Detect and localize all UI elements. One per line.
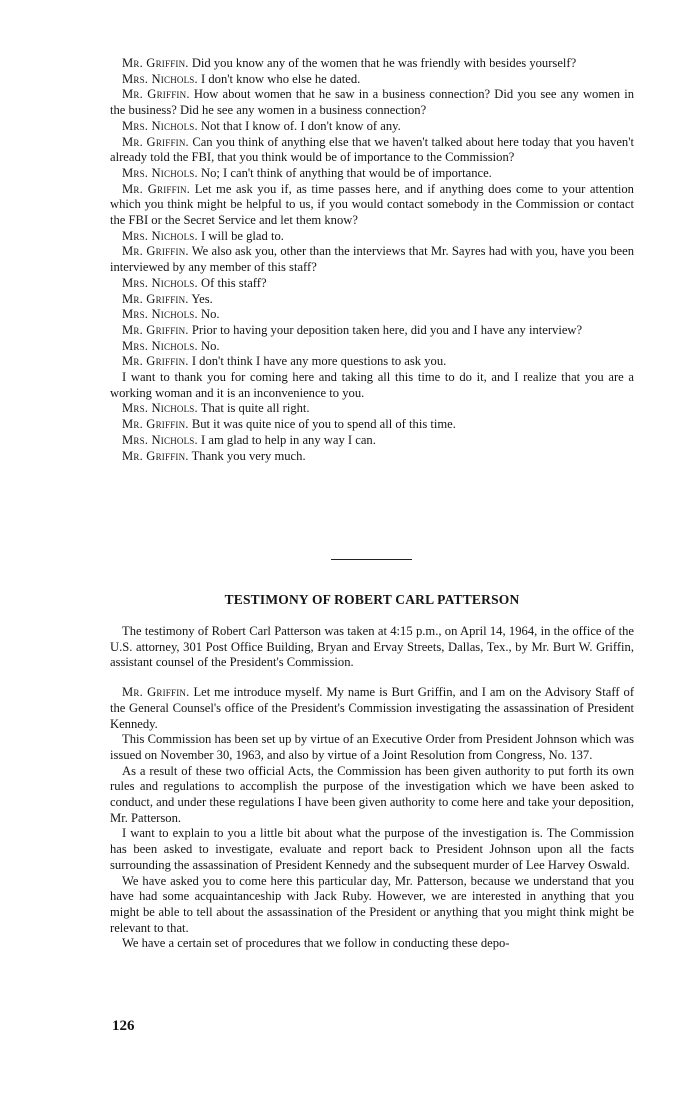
speaker-name: Mr. Griffin. [122, 417, 189, 432]
speaker-name: Mr. Griffin. [122, 448, 189, 463]
transcript-paragraph [110, 417, 634, 433]
transcript-paragraph [110, 339, 634, 355]
page-number: 126 [112, 1018, 135, 1034]
paragraph-text: Did you know any of the women that he was friendly with besides yourself? [191, 56, 577, 70]
speaker-name: Mr. Griffin. [122, 354, 189, 369]
transcript-paragraph [110, 732, 634, 763]
paragraph-text: I want to thank you for coming here and taking all this time to do it, and I realize that you are a working woman and it is an inconvenience to you. [110, 370, 634, 400]
transcript-block-lower [110, 624, 634, 952]
paragraph-text: This Commission has been set up by virtue of an Executive Order from President Johnson which was issued on November 30, 1963, and also by virtue of a Joint Resolution from Congress, No. 137. [110, 732, 634, 762]
speaker-name: Mr. Griffin. [122, 685, 190, 700]
speaker-name: Mr. Griffin. [122, 134, 189, 149]
transcript-paragraph [110, 244, 634, 275]
transcript-paragraph [110, 874, 634, 937]
paragraph-text: We have asked you to come here this particular day, Mr. Patterson, because we understand that you have had some acquaintanceship with Jack Ruby. However, we are interested in anything that you might be able to tell about the assassination of the President or anything that you might think might be relevant to that. [110, 873, 634, 935]
speaker-name: Mrs. Nichols. [122, 118, 198, 133]
paragraph-text: How about women that he saw in a business connection? Did you see any women in the business? Did he see any women in a business connection? [110, 87, 634, 118]
transcript-paragraph [110, 764, 634, 827]
speaker-name: Mr. Griffin. [122, 87, 190, 102]
transcript-paragraph [110, 323, 634, 339]
speaker-name: Mrs. Nichols. [122, 71, 198, 86]
paragraph-text: No. [201, 338, 220, 353]
speaker-name: Mr. Griffin. [122, 56, 189, 70]
speaker-name: Mr. Griffin. [122, 322, 189, 337]
transcript-block-upper [110, 56, 634, 464]
transcript-paragraph [110, 229, 634, 245]
paragraph-text: I want to explain to you a little bit about what the purpose of the investigation is. The Commission has been asked to investigate, evaluate and report back to President Johnson upon all the facts surrounding the assassination of President Kennedy and the subsequent murder of Lee Harvey Oswald. [110, 826, 634, 872]
transcript-paragraph [110, 449, 634, 465]
speaker-name: Mr. Griffin. [122, 181, 191, 196]
section-divider [331, 559, 412, 560]
transcript-paragraph [110, 370, 634, 401]
transcript-paragraph [110, 292, 634, 308]
paragraph-text: I don't know who else he dated. [201, 71, 361, 86]
paragraph-text: I will be glad to. [201, 228, 284, 243]
transcript-paragraph [110, 826, 634, 873]
paragraph-text: But it was quite nice of you to spend all of this time. [191, 417, 456, 432]
paragraph-text: Thank you very much. [191, 448, 306, 463]
speaker-name: Mrs. Nichols. [122, 165, 198, 180]
speaker-name: Mrs. Nichols. [122, 338, 198, 353]
speaker-name: Mr. Griffin. [122, 244, 189, 259]
paragraph-text: Prior to having your deposition taken here, did you and I have any interview? [191, 322, 583, 337]
transcript-paragraph [110, 401, 634, 417]
paragraph-text: Let me introduce myself. My name is Burt Griffin, and I am on the Advisory Staff of the General Counsel's office of the President's Commission investigating the assassination of President Kennedy. [110, 685, 635, 731]
paragraph-text: The testimony of Robert Carl Patterson was taken at 4:15 p.m., on April 14, 1964, in the office of the U.S. attorney, 301 Post Office Building, Bryan and Ervay Streets, Dallas, Tex., by Mr. Burt W. Griffin, assistant counsel of the President's Commission. [110, 624, 634, 670]
speaker-name: Mrs. Nichols. [122, 432, 198, 447]
speaker-name: Mrs. Nichols. [122, 228, 198, 243]
paragraph-text: No; I can't think of anything that would be of importance. [201, 165, 492, 180]
transcript-paragraph [110, 166, 634, 182]
paragraph-text: That is quite all right. [200, 401, 310, 416]
paragraph-text: No. [201, 307, 220, 322]
transcript-paragraph [110, 936, 634, 952]
speaker-name: Mrs. Nichols. [122, 307, 198, 322]
transcript-paragraph [110, 624, 634, 671]
paragraph-text: Can you think of anything else that we haven't talked about here today that you haven't already told the FBI, that you think would be of importance to the Commission? [110, 134, 634, 165]
paragraph-text: I am glad to help in any way I can. [201, 432, 376, 447]
transcript-paragraph [110, 87, 634, 118]
transcript-paragraph [110, 685, 634, 732]
speaker-name: Mr. Griffin. [122, 291, 189, 306]
paragraph-text: Yes. [191, 291, 213, 306]
paragraph-text: Of this staff? [201, 275, 267, 290]
transcript-paragraph [110, 433, 634, 449]
speaker-name: Mrs. Nichols. [122, 275, 198, 290]
paragraph-gap [110, 671, 634, 685]
transcript-paragraph [110, 72, 634, 88]
paragraph-text: We also ask you, other than the interviews that Mr. Sayres had with you, have you been interviewed by any member of this staff? [110, 244, 634, 275]
transcript-paragraph [110, 307, 634, 323]
paragraph-text: Let me ask you if, as time passes here, and if anything does come to your attention which you think might be helpful to us, if you would contact somebody in the Commission or contact the FBI or the Secret Service and let them know? [110, 181, 634, 228]
transcript-paragraph [110, 135, 634, 166]
paragraph-text: I don't think I have any more questions to ask you. [191, 354, 447, 369]
transcript-paragraph [110, 119, 634, 135]
section-title: TESTIMONY OF ROBERT CARL PATTERSON [224, 592, 520, 607]
transcript-paragraph [110, 354, 634, 370]
transcript-paragraph [110, 182, 634, 229]
speaker-name: Mrs. Nichols. [122, 401, 198, 416]
paragraph-text: Not that I know of. I don't know of any. [201, 118, 401, 133]
paragraph-text: We have a certain set of procedures that we follow in conducting these depo- [122, 936, 510, 951]
transcript-paragraph [110, 56, 634, 72]
paragraph-text: As a result of these two official Acts, the Commission has been given authority to put forth its own rules and regulations to accomplish the purpose of the investigation which we have been asked to conduct, and under these regulations I have been given authority to come here and take your deposition, Mr. Patterson. [110, 763, 634, 825]
transcript-paragraph [110, 276, 634, 292]
